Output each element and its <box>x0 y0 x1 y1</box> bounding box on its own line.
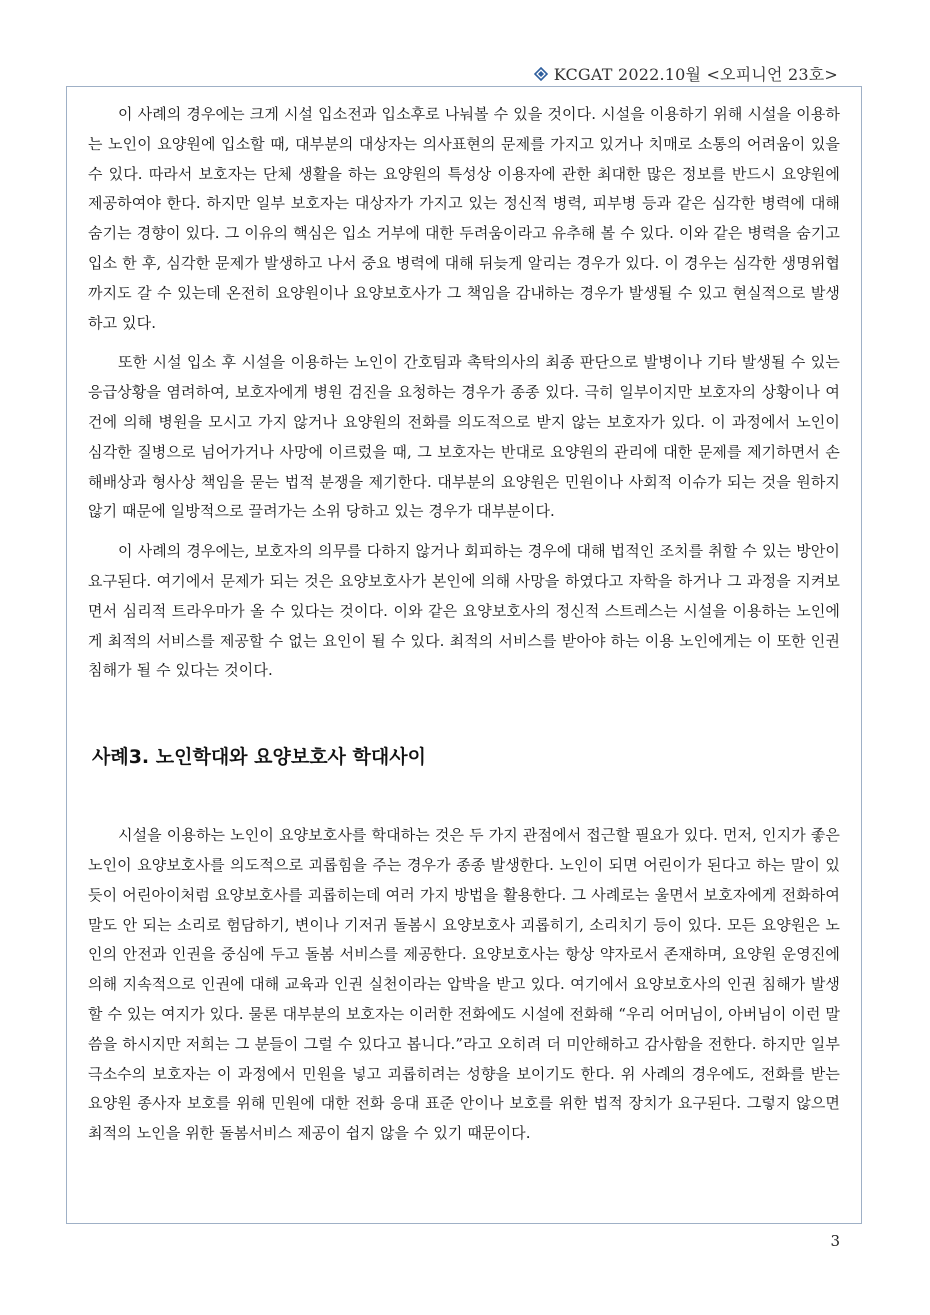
page-header <box>534 62 838 85</box>
paragraph-3: 이 사례의 경우에는, 보호자의 의무를 다하지 않거나 회피하는 경우에 대해 법적인 조치를 취할 수 있는 방안이 요구된다. 여기에서 문제가 되는 것은 요양보호사가 본인에 의해 사망을 하였다고 자학을 하거나 그 과정을 지켜보면서 심리적 트라우마가 올 수 있다는 것이다. 이와 같은 요양보호사의 정신적 스트레스는 시설을 이용하는 노인에게 최적의 서비스를 제공할 수 없는 요인이 될 수 있다. 최적의 서비스를 받아야 하는 이용 노인에게는 이 또한 인권 침해가 될 수 있다는 것이다. <box>88 542 840 680</box>
section-heading: 사례3. 노인학대와 요양보호사 학대사이 <box>92 746 426 769</box>
document-body <box>88 100 840 1159</box>
page-number: 3 <box>830 1232 840 1250</box>
paragraph-1: 이 사례의 경우에는 크게 시설 입소전과 입소후로 나눠볼 수 있을 것이다. 시설을 이용하기 위해 시설을 이용하는 노인이 요양원에 입소할 때, 대부분의 대상자는 의사표현의 문제를 가지고 있거나 치매로 소통의 어려움이 있을 수 있다. 따라서 보호자는 단체 생활을 하는 요양원의 특성상 이용자에 관한 최대한 많은 정보를 반드시 요양원에 제공하여야 한다. 하지만 일부 보호자는 대상자가 가지고 있는 정신적 병력, 피부병 등과 같은 심각한 병력에 대해 숨기는 경향이 있다. 그 이유의 핵심은 입소 거부에 대한 두려움이라고 유추해 볼 수 있다. 이와 같은 병력을 숨기고 입소 한 후, 심각한 문제가 발생하고 나서 중요 병력에 대해 뒤늦게 알리는 경우가 있다. 이 경우는 심각한 생명위협까지도 갈 수 있는데 온전히 요양원이나 요양보호사가 그 책임을 감내하는 경우가 발생될 수 있고 현실적으로 발생하고 있다. <box>88 105 840 332</box>
diamond-logo-icon <box>534 67 548 81</box>
paragraph-2: 또한 시설 입소 후 시설을 이용하는 노인이 간호팀과 촉탁의사의 최종 판단으로 발병이나 기타 발생될 수 있는 응급상황을 염려하여, 보호자에게 병원 검진을 요청하는 경우가 종종 있다. 극히 일부이지만 보호자의 상황이나 여건에 의해 병원을 모시고 가지 않거나 요양원의 전화를 의도적으로 받지 않는 보호자가 있다. 이 과정에서 노인이 심각한 질병으로 넘어가거나 사망에 이르렀을 때, 그 보호자는 반대로 요양원의 관리에 대한 문제를 제기하면서 손해배상과 형사상 책임을 묻는 법적 분쟁을 제기한다. 대부분의 요양원은 민원이나 사회적 이슈가 되는 것을 원하지 않기 때문에 일방적으로 끌려가는 소위 당하고 있는 경우가 대부분이다. <box>88 353 840 521</box>
header-text: KCGAT 2022.10월 <오피니언 23호> <box>553 65 838 84</box>
paragraph-4: 시설을 이용하는 노인이 요양보호사를 학대하는 것은 두 가지 관점에서 접근할 필요가 있다. 먼저, 인지가 좋은 노인이 요양보호사를 의도적으로 괴롭힘을 주는 경우가 종종 발생한다. 노인이 되면 어린이가 된다고 하는 말이 있듯이 어린아이처럼 요양보호사를 괴롭히는데 여러 가지 방법을 활용한다. 그 사례로는 울면서 보호자에게 전화하여 말도 안 되는 소리로 험담하기, 변이나 기저귀 돌봄시 요양보호사 괴롭히기, 소리치기 등이 있다. 모든 요양원은 노인의 안전과 인권을 중심에 두고 돌봄 서비스를 제공한다. 요양보호사는 항상 약자로서 존재하며, 요양원 운영진에 의해 지속적으로 인권에 대해 교육과 인권 실천이라는 압박을 받고 있다. 여기에서 요양보호사의 인권 침해가 발생할 수 있는 여지가 있다. 물론 대부분의 보호자는 이러한 전화에도 시설에 전화해 “우리 어머님이, 아버님이 이런 말씀을 하시지만 저희는 그 분들이 그럴 수 있다고 봅니다.”라고 오히려 더 미안해하고 감사함을 전한다. 하지만 일부 극소수의 보호자는 이 과정에서 민원을 넣고 괴롭히려는 성향을 보이기도 한다. 위 사례의 경우에도, 전화를 받는 요양원 종사자 보호를 위해 민원에 대한 전화 응대 표준 안이나 보호를 위한 법적 장치가 요구된다. 그렇지 않으면 최적의 노인을 위한 돌봄서비스 제공이 쉽지 않을 수 있기 때문이다. <box>88 826 840 1143</box>
